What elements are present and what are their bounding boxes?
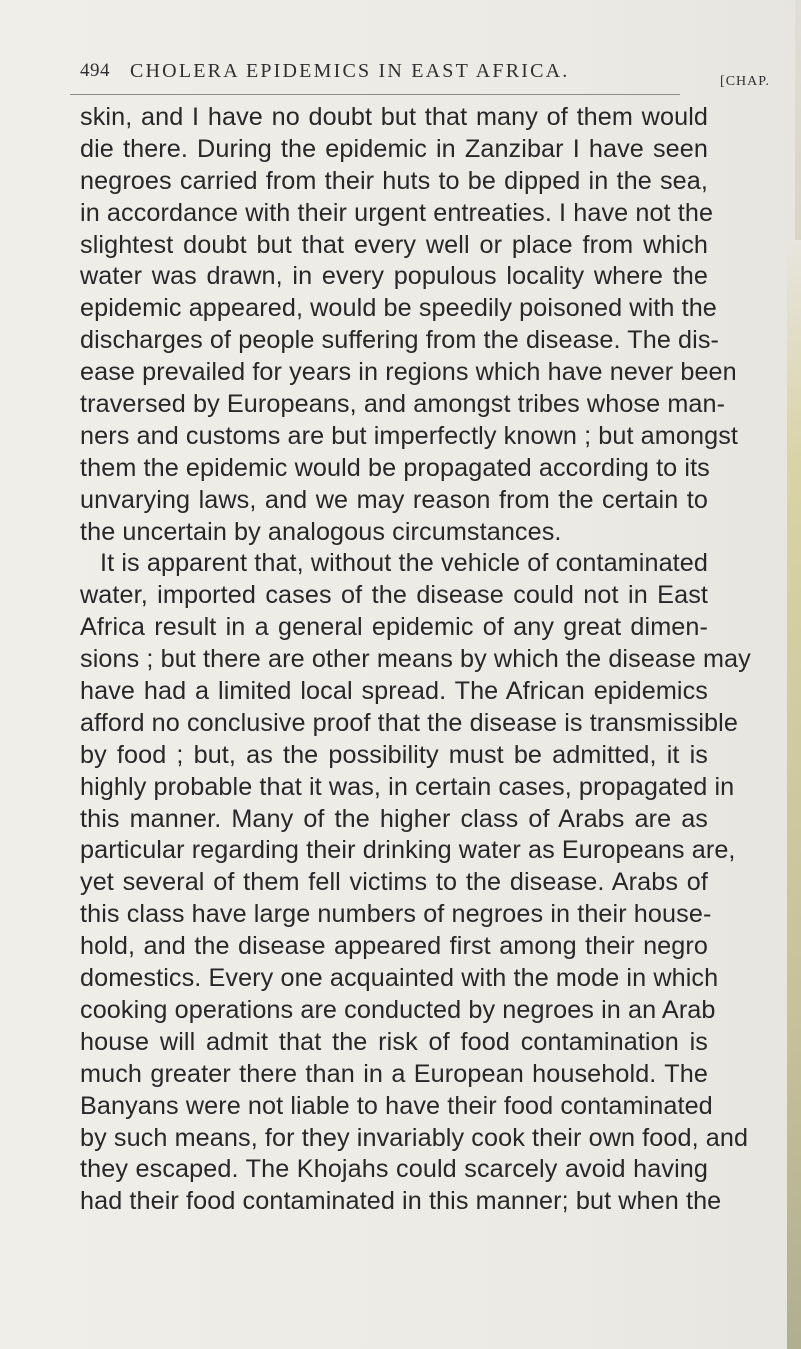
text-line: epidemic appeared, would be speedily poisoned with the bbox=[80, 294, 717, 323]
text-line: highly probable that it was, in certain cases, propagated in bbox=[80, 772, 735, 801]
text-line: hold, and the disease appeared first among their negro bbox=[80, 932, 708, 961]
text-line: yet several of them fell victims to the disease. Arabs of bbox=[80, 868, 708, 897]
running-title: CHOLERA EPIDEMICS IN EAST AFRICA. bbox=[130, 60, 570, 82]
body-text bbox=[80, 102, 751, 1218]
page-number: 494 bbox=[80, 60, 110, 81]
text-line: by food ; but, as the possibility must be admitted, it is bbox=[80, 740, 708, 769]
running-header bbox=[80, 58, 770, 94]
text-line: slightest doubt but that every well or place from which bbox=[80, 230, 708, 259]
text-line: cooking operations are conducted by negroes in an Arab bbox=[80, 995, 716, 1024]
text-line: water, imported cases of the disease could not in East bbox=[80, 581, 708, 610]
page-edge-stain bbox=[787, 240, 801, 1349]
text-line: traversed by Europeans, and amongst tribes whose man- bbox=[80, 390, 726, 419]
text-line: in accordance with their urgent entreaties. I have not the bbox=[80, 198, 714, 227]
text-line: this manner. Many of the higher class of Arabs are as bbox=[80, 804, 708, 833]
text-line: die there. During the epidemic in Zanzibar I have seen bbox=[80, 134, 708, 163]
text-line: ease prevailed for years in regions which have never been bbox=[80, 358, 737, 387]
text-line: them the epidemic would be propagated according to its bbox=[80, 453, 710, 482]
text-line: unvarying laws, and we may reason from the certain to bbox=[80, 485, 708, 514]
text-line: they escaped. The Khojahs could scarcely avoid having bbox=[80, 1155, 708, 1184]
text-line: had their food contaminated in this manner; but when the bbox=[80, 1187, 722, 1216]
text-line: much greater there than in a European household. The bbox=[80, 1059, 708, 1088]
text-line: skin, and I have no doubt but that many of them would bbox=[80, 103, 708, 131]
header-rule bbox=[70, 94, 680, 95]
chapter-mark: [CHAP. bbox=[720, 74, 770, 89]
text-line: discharges of people suffering from the disease. The dis- bbox=[80, 326, 720, 355]
text-line: by such means, for they invariably cook their own food, and bbox=[80, 1123, 749, 1152]
text-line: afford no conclusive proof that the disease is transmissible bbox=[80, 708, 738, 737]
text-line: domestics. Every one acquainted with the mode in which bbox=[80, 964, 719, 993]
text-line: ners and customs are but imperfectly known ; but amongst bbox=[80, 421, 738, 450]
text-line: Banyans were not liable to have their food contaminated bbox=[80, 1091, 713, 1120]
text-line: house will admit that the risk of food contamination is bbox=[80, 1027, 708, 1056]
text-line: negroes carried from their huts to be dipped in the sea, bbox=[80, 166, 708, 195]
page-edge-shadow bbox=[795, 0, 801, 240]
text-line: particular regarding their drinking water as Europeans are, bbox=[80, 836, 736, 865]
text-line: the uncertain by analogous circumstances. bbox=[80, 517, 562, 546]
text-line: have had a limited local spread. The African epidemics bbox=[80, 677, 708, 706]
text-line: water was drawn, in every populous locality where the bbox=[80, 262, 708, 291]
text-line: this class have large numbers of negroes in their house- bbox=[80, 900, 712, 929]
text-line: It is apparent that, without the vehicle of contaminated bbox=[100, 549, 708, 578]
text-line: Africa result in a general epidemic of any great dimen- bbox=[80, 613, 708, 642]
text-line: sions ; but there are other means by which the disease may bbox=[80, 645, 751, 674]
